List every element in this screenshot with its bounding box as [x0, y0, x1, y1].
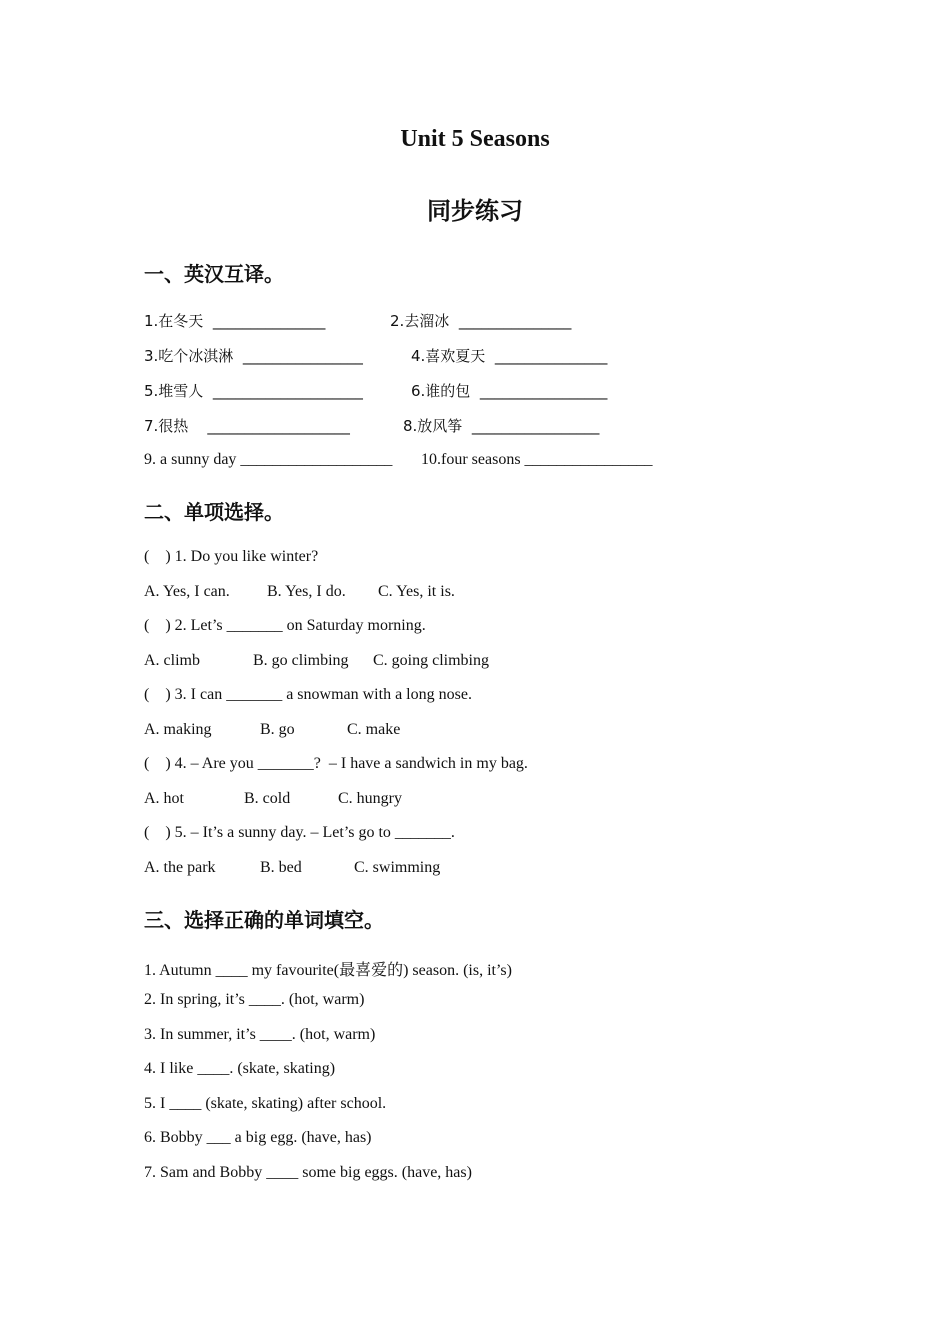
- translate-item-4: 4.喜欢夏天 _______________: [411, 347, 608, 365]
- fill-item-4: 4. I like ____. (skate, skating): [144, 1060, 336, 1077]
- question-4: ( ) 4. – Are you _______? – I have a sandwich in my bag.: [144, 755, 528, 772]
- fill-item-5: 5. I ____ (skate, skating) after school.: [144, 1095, 387, 1112]
- section-3-heading: 三、选择正确的单词填空。: [144, 908, 384, 932]
- translate-item-1: 1.在冬天 _______________: [144, 312, 326, 330]
- q4-option-c: C. hungry: [338, 790, 402, 807]
- translate-item-8: 8.放风筝 _________________: [403, 417, 600, 435]
- q3-option-c: C. make: [347, 721, 401, 738]
- translate-item-6: 6.谁的包 _________________: [411, 382, 608, 400]
- fill-item-6: 6. Bobby ___ a big egg. (have, has): [144, 1129, 372, 1146]
- translate-item-7: 7.很热 ___________________: [144, 417, 350, 435]
- section-1-heading: 一、英汉互译。: [144, 262, 284, 286]
- question-1: ( ) 1. Do you like winter?: [144, 548, 319, 565]
- q5-option-b: B. bed: [260, 859, 302, 876]
- q1-option-b: B. Yes, I do.: [267, 583, 346, 600]
- q3-option-a: A. making: [144, 721, 212, 738]
- fill-item-2: 2. In spring, it’s ____. (hot, warm): [144, 991, 365, 1008]
- q1-option-c: C. Yes, it is.: [378, 583, 455, 600]
- q2-option-b: B. go climbing: [253, 652, 349, 669]
- translate-item-9: 9. a sunny day ___________________: [144, 451, 393, 468]
- q3-option-b: B. go: [260, 721, 295, 738]
- q4-option-a: A. hot: [144, 790, 184, 807]
- translate-item-10: 10.four seasons ________________: [421, 451, 653, 468]
- page-title: Unit 5 Seasons: [400, 126, 550, 152]
- fill-item-1: 1. Autumn ____ my favourite(最喜爱的) season. (is, it’s): [144, 962, 512, 979]
- q5-option-c: C. swimming: [354, 859, 441, 876]
- page-subtitle: 同步练习: [427, 197, 523, 225]
- question-5: ( ) 5. – It’s a sunny day. – Let’s go to _______.: [144, 824, 455, 841]
- fill-item-7: 7. Sam and Bobby ____ some big eggs. (have, has): [144, 1164, 472, 1181]
- question-3: ( ) 3. I can _______ a snowman with a long nose.: [144, 686, 472, 703]
- q2-option-c: C. going climbing: [373, 652, 489, 669]
- q4-option-b: B. cold: [244, 790, 291, 807]
- question-2: ( ) 2. Let’s _______ on Saturday morning.: [144, 617, 426, 634]
- translate-item-2: 2.去溜冰 _______________: [390, 312, 572, 330]
- q2-option-a: A. climb: [144, 652, 200, 669]
- fill-item-3: 3. In summer, it’s ____. (hot, warm): [144, 1026, 376, 1043]
- translate-item-3: 3.吃个冰淇淋 ________________: [144, 347, 363, 365]
- section-2-heading: 二、单项选择。: [144, 500, 284, 524]
- q5-option-a: A. the park: [144, 859, 216, 876]
- translate-item-5: 5.堆雪人 ____________________: [144, 382, 363, 400]
- q1-option-a: A. Yes, I can.: [144, 583, 230, 600]
